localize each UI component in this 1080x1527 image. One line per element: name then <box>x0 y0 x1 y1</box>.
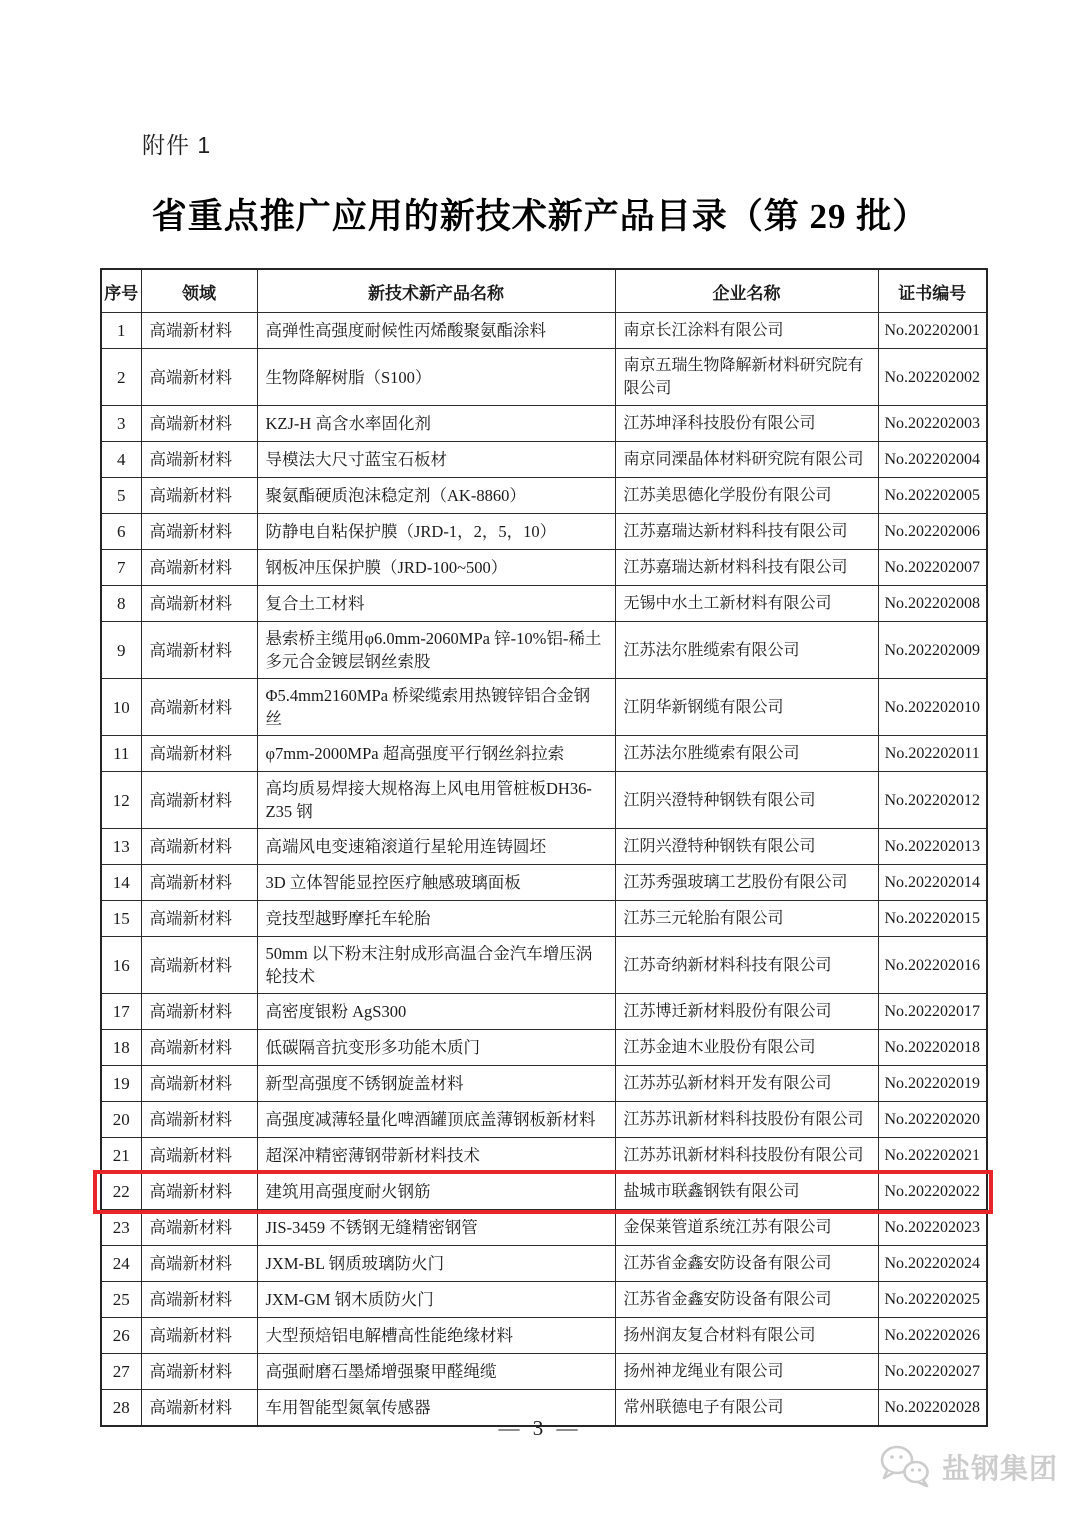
cell-cert: No.202202028 <box>878 1390 987 1426</box>
cell-no: 15 <box>101 901 141 937</box>
cell-no: 24 <box>101 1246 141 1282</box>
table-row <box>101 478 987 514</box>
table-row <box>101 901 987 937</box>
cell-cert: No.202202020 <box>878 1102 987 1138</box>
cell-no: 19 <box>101 1066 141 1102</box>
column-header-0: 序号 <box>101 269 141 313</box>
cell-product: 防静电自粘保护膜（JRD-1，2，5，10） <box>257 514 615 550</box>
column-header-1: 领域 <box>141 269 257 313</box>
cell-product: 50mm 以下粉末注射成形高温合金汽车增压涡轮技术 <box>257 937 615 994</box>
cell-company: 江苏三元轮胎有限公司 <box>615 901 878 937</box>
cell-company: 南京长江涂料有限公司 <box>615 313 878 349</box>
cell-cert: No.202202026 <box>878 1318 987 1354</box>
cell-product: 车用智能型氮氧传感器 <box>257 1390 615 1426</box>
cell-cert: No.202202013 <box>878 829 987 865</box>
cell-field: 高端新材料 <box>141 349 257 406</box>
cell-no: 20 <box>101 1102 141 1138</box>
cell-field: 高端新材料 <box>141 1390 257 1426</box>
table-row <box>101 736 987 772</box>
cell-cert: No.202202011 <box>878 736 987 772</box>
cell-company: 江苏博迁新材料股份有限公司 <box>615 994 878 1030</box>
table-row <box>101 514 987 550</box>
cell-product: 钢板冲压保护膜（JRD-100~500） <box>257 550 615 586</box>
cell-no: 2 <box>101 349 141 406</box>
table-body <box>101 313 987 1426</box>
cell-field: 高端新材料 <box>141 313 257 349</box>
cell-product: 低碳隔音抗变形多功能木质门 <box>257 1030 615 1066</box>
cell-product: 高端风电变速箱滚道行星轮用连铸圆坯 <box>257 829 615 865</box>
cell-company: 江苏苏讯新材料科技股份有限公司 <box>615 1138 878 1174</box>
cell-company: 江阴兴澄特种钢铁有限公司 <box>615 772 878 829</box>
cell-product: 生物降解树脂（S100） <box>257 349 615 406</box>
cell-field: 高端新材料 <box>141 550 257 586</box>
cell-company: 盐城市联鑫钢铁有限公司 <box>615 1174 878 1210</box>
cell-cert: No.202202002 <box>878 349 987 406</box>
cell-cert: No.202202008 <box>878 586 987 622</box>
cell-product: φ7mm-2000MPa 超高强度平行钢丝斜拉索 <box>257 736 615 772</box>
cell-cert: No.202202019 <box>878 1066 987 1102</box>
cell-cert: No.202202006 <box>878 514 987 550</box>
cell-cert: No.202202003 <box>878 406 987 442</box>
cell-cert: No.202202027 <box>878 1354 987 1390</box>
cell-cert: No.202202021 <box>878 1138 987 1174</box>
cell-product: 悬索桥主缆用φ6.0mm-2060MPa 锌-10%铝-稀土多元合金镀层钢丝索股 <box>257 622 615 679</box>
cell-product: 高均质易焊接大规格海上风电用管桩板DH36-Z35 钢 <box>257 772 615 829</box>
cell-cert: No.202202025 <box>878 1282 987 1318</box>
cell-field: 高端新材料 <box>141 937 257 994</box>
cell-cert: No.202202017 <box>878 994 987 1030</box>
table-row <box>101 406 987 442</box>
cell-field: 高端新材料 <box>141 1066 257 1102</box>
cell-field: 高端新材料 <box>141 1354 257 1390</box>
highlighted-row <box>101 1174 987 1210</box>
cell-field: 高端新材料 <box>141 1318 257 1354</box>
cell-company: 江苏省金鑫安防设备有限公司 <box>615 1282 878 1318</box>
cell-no: 6 <box>101 514 141 550</box>
cell-cert: No.202202007 <box>878 550 987 586</box>
watermark <box>876 1443 1058 1491</box>
cell-field: 高端新材料 <box>141 679 257 736</box>
table-row <box>101 1030 987 1066</box>
table-row <box>101 1066 987 1102</box>
cell-company: 江苏秀强玻璃工艺股份有限公司 <box>615 865 878 901</box>
cell-company: 江阴华新钢缆有限公司 <box>615 679 878 736</box>
cell-no: 22 <box>101 1174 141 1210</box>
cell-company: 扬州神龙绳业有限公司 <box>615 1354 878 1390</box>
cell-product: JIS-3459 不锈钢无缝精密钢管 <box>257 1210 615 1246</box>
cell-field: 高端新材料 <box>141 586 257 622</box>
cell-field: 高端新材料 <box>141 1102 257 1138</box>
cell-product: 高强耐磨石墨烯增强聚甲醛绳缆 <box>257 1354 615 1390</box>
cell-cert: No.202202004 <box>878 442 987 478</box>
table-row <box>101 865 987 901</box>
cell-no: 9 <box>101 622 141 679</box>
column-header-2: 新技术新产品名称 <box>257 269 615 313</box>
table-row <box>101 1354 987 1390</box>
cell-field: 高端新材料 <box>141 1282 257 1318</box>
table-row <box>101 1102 987 1138</box>
cell-no: 18 <box>101 1030 141 1066</box>
cell-cert: No.202202015 <box>878 901 987 937</box>
cell-cert: No.202202024 <box>878 1246 987 1282</box>
cell-product: 聚氨酯硬质泡沫稳定剂（AK-8860） <box>257 478 615 514</box>
watermark-text: 盐钢集团 <box>941 1453 1058 1484</box>
cell-company: 扬州润友复合材料有限公司 <box>615 1318 878 1354</box>
cell-product: 超深冲精密薄钢带新材料技术 <box>257 1138 615 1174</box>
cell-product: JXM-BL 钢质玻璃防火门 <box>257 1246 615 1282</box>
cell-product: 3D 立体智能显控医疗触感玻璃面板 <box>257 865 615 901</box>
cell-cert: No.202202014 <box>878 865 987 901</box>
cell-company: 江苏嘉瑞达新材料科技有限公司 <box>615 514 878 550</box>
cell-company: 江苏苏讯新材料科技股份有限公司 <box>615 1102 878 1138</box>
column-header-4: 证书编号 <box>878 269 987 313</box>
cell-field: 高端新材料 <box>141 1030 257 1066</box>
table-row <box>101 1318 987 1354</box>
cell-no: 7 <box>101 550 141 586</box>
cell-product: 新型高强度不锈钢旋盖材料 <box>257 1066 615 1102</box>
cell-product: 导模法大尺寸蓝宝石板材 <box>257 442 615 478</box>
cell-cert: No.202202016 <box>878 937 987 994</box>
table-head <box>101 269 987 313</box>
cell-field: 高端新材料 <box>141 1246 257 1282</box>
cell-company: 无锡中水土工新材料有限公司 <box>615 586 878 622</box>
cell-company: 江苏法尔胜缆索有限公司 <box>615 736 878 772</box>
cell-no: 16 <box>101 937 141 994</box>
cell-field: 高端新材料 <box>141 1174 257 1210</box>
cell-no: 27 <box>101 1354 141 1390</box>
cell-field: 高端新材料 <box>141 1210 257 1246</box>
table-row <box>101 994 987 1030</box>
cell-company: 江苏美思德化学股份有限公司 <box>615 478 878 514</box>
column-header-3: 企业名称 <box>615 269 878 313</box>
cell-cert: No.202202012 <box>878 772 987 829</box>
cell-company: 江苏奇纳新材料科技有限公司 <box>615 937 878 994</box>
cell-no: 11 <box>101 736 141 772</box>
table-row <box>101 622 987 679</box>
cell-field: 高端新材料 <box>141 829 257 865</box>
catalog-table <box>100 268 988 1427</box>
cell-company: 常州联德电子有限公司 <box>615 1390 878 1426</box>
cell-cert: No.202202023 <box>878 1210 987 1246</box>
cell-cert: No.202202009 <box>878 622 987 679</box>
cell-no: 17 <box>101 994 141 1030</box>
cell-field: 高端新材料 <box>141 1138 257 1174</box>
cell-no: 4 <box>101 442 141 478</box>
cell-field: 高端新材料 <box>141 901 257 937</box>
cell-no: 10 <box>101 679 141 736</box>
cell-product: 建筑用高强度耐火钢筋 <box>257 1174 615 1210</box>
cell-company: 金保莱管道系统江苏有限公司 <box>615 1210 878 1246</box>
wechat-icon <box>876 1443 934 1491</box>
header-row <box>101 269 987 313</box>
table-row <box>101 829 987 865</box>
page-title: 省重点推广应用的新技术新产品目录（第 29 批） <box>151 197 929 236</box>
cell-cert: No.202202001 <box>878 313 987 349</box>
table-row <box>101 679 987 736</box>
table-row <box>101 550 987 586</box>
cell-product: 复合土工材料 <box>257 586 615 622</box>
cell-field: 高端新材料 <box>141 736 257 772</box>
cell-no: 3 <box>101 406 141 442</box>
cell-company: 江苏嘉瑞达新材料科技有限公司 <box>615 550 878 586</box>
cell-no: 26 <box>101 1318 141 1354</box>
cell-no: 12 <box>101 772 141 829</box>
cell-company: 江苏苏弘新材料开发有限公司 <box>615 1066 878 1102</box>
table-row <box>101 772 987 829</box>
table-row <box>101 1138 987 1174</box>
cell-company: 南京五瑞生物降解新材料研究院有限公司 <box>615 349 878 406</box>
cell-no: 21 <box>101 1138 141 1174</box>
cell-field: 高端新材料 <box>141 478 257 514</box>
table-row <box>101 442 987 478</box>
table-row <box>101 937 987 994</box>
cell-no: 5 <box>101 478 141 514</box>
cell-company: 江苏法尔胜缆索有限公司 <box>615 622 878 679</box>
cell-product: 高密度银粉 AgS300 <box>257 994 615 1030</box>
cell-no: 23 <box>101 1210 141 1246</box>
cell-field: 高端新材料 <box>141 622 257 679</box>
cell-company: 江苏坤泽科技股份有限公司 <box>615 406 878 442</box>
cell-company: 江苏金迪木业股份有限公司 <box>615 1030 878 1066</box>
cell-no: 14 <box>101 865 141 901</box>
table-row <box>101 1282 987 1318</box>
cell-product: 高强度减薄轻量化啤酒罐顶底盖薄钢板新材料 <box>257 1102 615 1138</box>
cell-field: 高端新材料 <box>141 772 257 829</box>
cell-field: 高端新材料 <box>141 514 257 550</box>
table-row <box>101 313 987 349</box>
cell-product: 高弹性高强度耐候性丙烯酸聚氨酯涂料 <box>257 313 615 349</box>
cell-no: 28 <box>101 1390 141 1426</box>
cell-field: 高端新材料 <box>141 865 257 901</box>
page-number: — 3 — <box>498 1416 582 1440</box>
cell-no: 13 <box>101 829 141 865</box>
cell-cert: No.202202005 <box>878 478 987 514</box>
cell-no: 1 <box>101 313 141 349</box>
cell-company: 江苏省金鑫安防设备有限公司 <box>615 1246 878 1282</box>
cell-product: JXM-GM 钢木质防火门 <box>257 1282 615 1318</box>
cell-product: KZJ-H 高含水率固化剂 <box>257 406 615 442</box>
table-row <box>101 1210 987 1246</box>
table-row <box>101 1246 987 1282</box>
attachment-label: 附件 1 <box>142 132 212 158</box>
cell-company: 南京同溧晶体材料研究院有限公司 <box>615 442 878 478</box>
table-row <box>101 349 987 406</box>
cell-product: 竞技型越野摩托车轮胎 <box>257 901 615 937</box>
table-row <box>101 586 987 622</box>
cell-product: 大型预焙铝电解槽高性能绝缘材料 <box>257 1318 615 1354</box>
cell-company: 江阴兴澄特种钢铁有限公司 <box>615 829 878 865</box>
cell-cert: No.202202010 <box>878 679 987 736</box>
cell-field: 高端新材料 <box>141 994 257 1030</box>
cell-no: 8 <box>101 586 141 622</box>
cell-no: 25 <box>101 1282 141 1318</box>
cell-product: Φ5.4mm2160MPa 桥梁缆索用热镀锌铝合金钢丝 <box>257 679 615 736</box>
cell-cert: No.202202022 <box>878 1174 987 1210</box>
cell-field: 高端新材料 <box>141 406 257 442</box>
cell-field: 高端新材料 <box>141 442 257 478</box>
cell-cert: No.202202018 <box>878 1030 987 1066</box>
